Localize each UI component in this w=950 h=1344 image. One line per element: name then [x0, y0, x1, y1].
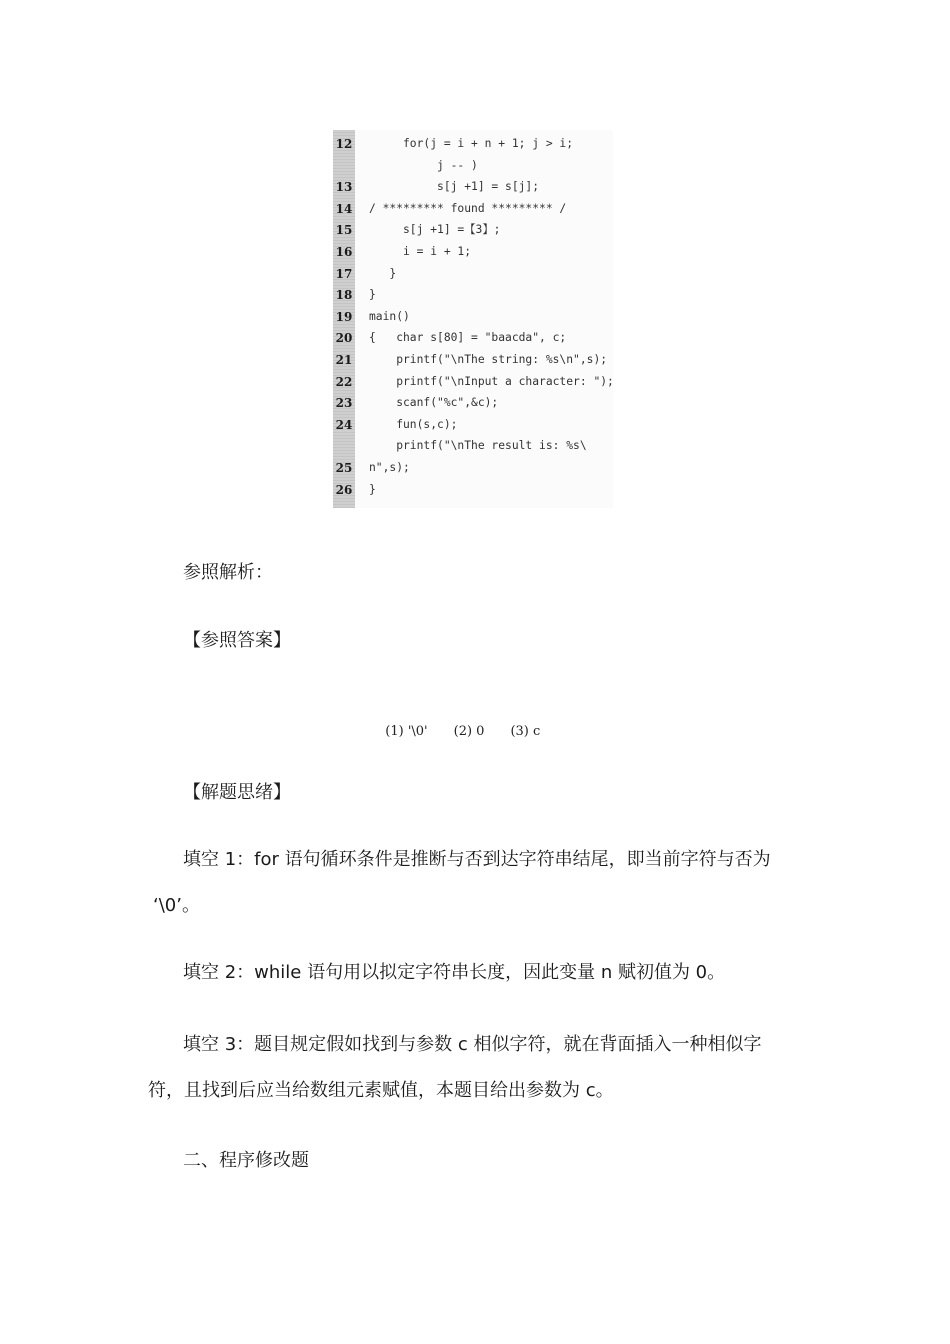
code-text: } — [369, 288, 376, 302]
code-text: } — [369, 266, 397, 280]
line-number: 20 — [335, 331, 353, 346]
code-line — [333, 349, 613, 371]
blank1-line2: ‘\0’。 — [153, 895, 200, 916]
analysis-label: 参照解析： — [183, 562, 273, 583]
code-line — [333, 435, 613, 457]
thinking-heading: 【解题思绪】 — [183, 782, 291, 803]
code-line — [333, 263, 613, 285]
code-line — [333, 219, 613, 241]
code-line — [333, 198, 613, 220]
section-heading: 二、程序修改题 — [183, 1150, 309, 1171]
line-number: 26 — [335, 482, 353, 497]
answer-3: (3) c — [510, 724, 541, 739]
line-number: 12 — [335, 137, 353, 151]
code-text: printf("\nInput a character: "); — [369, 374, 614, 388]
line-number: 15 — [335, 223, 353, 238]
code-text: printf("\nThe string: %s\n",s); — [369, 353, 608, 366]
line-number: 13 — [335, 180, 353, 195]
code-figure — [333, 130, 613, 508]
line-number: 21 — [335, 353, 353, 367]
code-text: j -- ) — [369, 158, 478, 172]
code-text: s[j +1] = s[j]; — [369, 180, 540, 194]
code-line — [333, 133, 613, 155]
code-line — [333, 479, 613, 501]
blank3-line2: 符，且找到后应当给数组元素赋值，本题目给出参数为 c。 — [148, 1080, 614, 1101]
code-line — [333, 155, 613, 177]
code-text: main() — [369, 309, 410, 323]
code-text: printf("\nThe result is: %s\ — [369, 439, 587, 453]
code-text: i = i + 1; — [369, 245, 472, 258]
code-line — [333, 306, 613, 328]
line-number: 22 — [335, 374, 353, 389]
code-text: scanf("%c",&c); — [369, 396, 499, 410]
answer-list — [377, 696, 566, 739]
line-number: 25 — [335, 461, 353, 475]
line-number: 17 — [335, 266, 353, 281]
line-number: 16 — [335, 245, 353, 259]
answer-heading: 【参照答案】 — [183, 630, 291, 651]
line-number: 18 — [335, 288, 353, 303]
line-number: 19 — [335, 309, 353, 324]
code-line — [333, 392, 613, 414]
line-number: 14 — [335, 201, 353, 216]
line-number: 23 — [335, 396, 353, 411]
blank1-line1: 填空 1：for 语句循环条件是推断与否到达字符串结尾，即当前字符与否为 — [183, 849, 771, 870]
blank2-text: 填空 2：while 语句用以拟定字符串长度，因此变量 n 赋初值为 0。 — [183, 962, 726, 983]
answer-1: (1) '\0' — [385, 724, 428, 739]
code-line — [333, 327, 613, 349]
code-text: s[j +1] =【3】; — [369, 223, 501, 237]
blank3-line1: 填空 3：题目规定假如找到与参数 c 相似字符，就在背面插入一种相似字 — [183, 1034, 762, 1055]
code-line — [333, 284, 613, 306]
code-text: / ********* found ********* / — [369, 201, 567, 215]
code-line — [333, 457, 613, 479]
answer-2: (2) 0 — [453, 724, 485, 739]
code-line — [333, 241, 613, 263]
code-line — [333, 414, 613, 436]
code-text: n",s); — [369, 461, 410, 474]
code-text: { char s[80] = "baacda", c; — [369, 331, 567, 345]
code-text: for(j = i + n + 1; j > i; — [369, 137, 574, 150]
code-text: fun(s,c); — [369, 417, 458, 431]
code-line — [333, 176, 613, 198]
code-text: } — [369, 482, 376, 496]
line-number: 24 — [335, 417, 353, 432]
code-line — [333, 371, 613, 393]
